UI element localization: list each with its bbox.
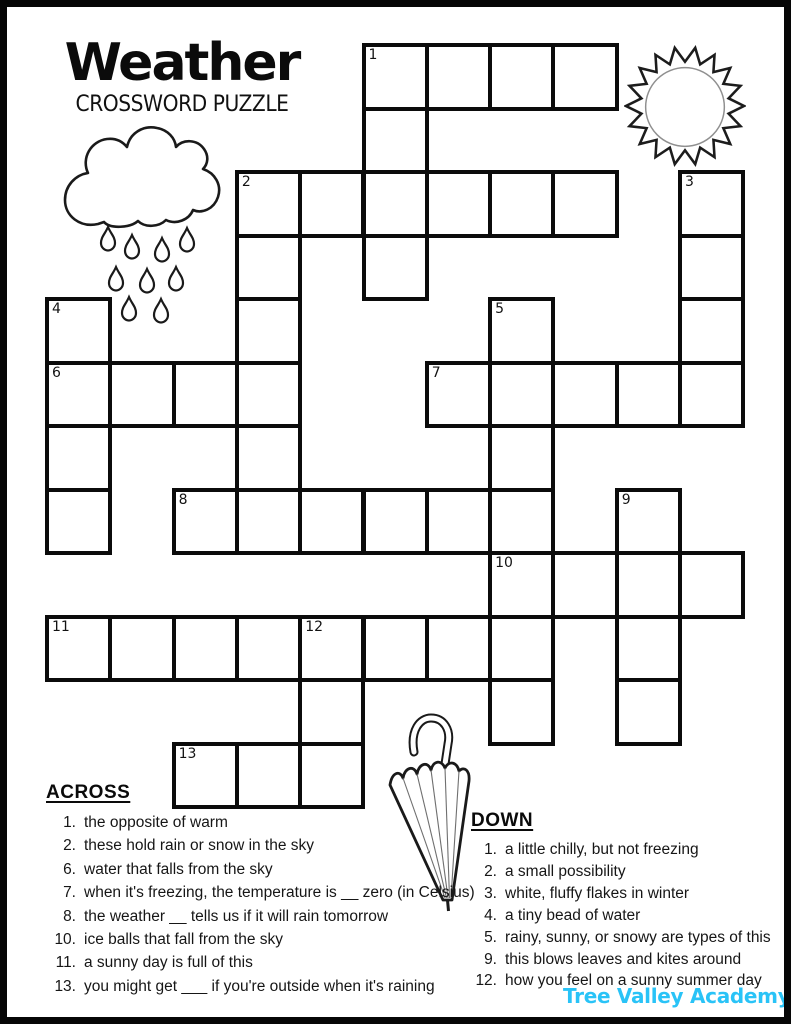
clue-number: 1. — [484, 841, 497, 858]
grid-cell[interactable] — [172, 615, 239, 683]
grid-cell[interactable] — [362, 170, 429, 238]
clue-number: 12. — [475, 972, 497, 990]
grid-cell[interactable] — [235, 424, 302, 492]
clue-item — [471, 839, 781, 861]
clue-number: 2. — [484, 862, 497, 880]
clue-text: the opposite of warm — [84, 814, 228, 831]
grid-cell[interactable] — [108, 615, 175, 683]
clue-item — [471, 883, 781, 905]
grid-cell[interactable] — [488, 297, 555, 365]
grid-cell[interactable] — [235, 297, 302, 365]
grid-cell[interactable] — [362, 107, 429, 175]
grid-cell[interactable] — [235, 615, 302, 683]
clue-text: how you feel on a sunny summer day — [505, 972, 762, 990]
page-subtitle: CROSSWORD PUZZLE — [75, 91, 289, 117]
brand-logo-text: Tree Valley Academy — [563, 984, 791, 1008]
clue-text: you might get ___ if you're outside when it's raining — [84, 977, 435, 995]
grid-cell[interactable] — [235, 234, 302, 302]
clue-number: 3. — [484, 884, 497, 902]
grid-cell-number: 9 — [621, 491, 631, 508]
grid-cell[interactable] — [488, 615, 555, 683]
grid-cell[interactable] — [45, 361, 112, 429]
grid-cell[interactable] — [362, 488, 429, 556]
clue-text: white, fluffy flakes in winter — [505, 884, 690, 902]
clue-number: 7. — [63, 884, 76, 902]
grid-cell-number: 8 — [178, 491, 188, 508]
grid-cell[interactable] — [488, 170, 555, 238]
grid-cell[interactable] — [488, 43, 555, 111]
grid-cell-number: 7 — [431, 364, 441, 381]
grid-cell-number: 3 — [685, 174, 694, 190]
grid-cell[interactable] — [235, 361, 302, 429]
down-heading: DOWN — [471, 810, 534, 831]
grid-cell[interactable] — [678, 361, 745, 429]
grid-cell[interactable] — [298, 678, 365, 746]
grid-cell[interactable] — [172, 488, 239, 556]
grid-cell[interactable] — [425, 488, 492, 556]
clue-number: 4. — [484, 906, 497, 924]
grid-cell[interactable] — [678, 170, 745, 238]
clue-number: 11. — [55, 954, 76, 972]
grid-cell[interactable] — [235, 170, 302, 238]
clue-text: a small possibility — [505, 862, 626, 880]
clue-number: 9. — [484, 950, 497, 968]
grid-cell-number: 1 — [368, 47, 378, 63]
clue-item — [46, 834, 476, 857]
across-clue-list — [46, 811, 476, 998]
grid-cell[interactable] — [362, 234, 429, 302]
clue-number: 8. — [63, 907, 76, 925]
grid-cell[interactable] — [488, 551, 555, 619]
grid-cell[interactable] — [615, 361, 682, 429]
grid-cell[interactable] — [235, 488, 302, 556]
across-clues — [46, 782, 476, 998]
clue-item — [471, 861, 781, 883]
clue-text: a tiny bead of water — [505, 906, 641, 924]
clue-item — [46, 811, 476, 834]
grid-cell[interactable] — [488, 678, 555, 746]
grid-cell[interactable] — [678, 297, 745, 365]
grid-cell[interactable] — [45, 488, 112, 556]
clue-text: the weather __ tells us if it will rain tomorrow — [84, 907, 389, 925]
clue-item — [46, 858, 476, 881]
across-heading: ACROSS — [46, 782, 131, 803]
grid-cell[interactable] — [45, 615, 112, 683]
grid-cell-number: 13 — [178, 745, 197, 762]
grid-cell-number: 2 — [241, 174, 251, 190]
grid-cell-number: 5 — [495, 301, 505, 317]
grid-cell[interactable] — [108, 361, 175, 429]
grid-cell[interactable] — [615, 551, 682, 619]
header — [56, 33, 308, 117]
grid-cell-number: 10 — [495, 555, 513, 571]
grid-cell[interactable] — [425, 615, 492, 683]
grid-cell[interactable] — [488, 361, 555, 429]
grid-cell[interactable] — [362, 43, 429, 111]
grid-cell[interactable] — [172, 361, 239, 429]
down-clue-list — [471, 839, 781, 992]
grid-cell[interactable] — [551, 170, 618, 238]
grid-cell[interactable] — [45, 297, 112, 365]
grid-cell[interactable] — [298, 170, 365, 238]
clue-item — [46, 928, 476, 951]
clue-text: this blows leaves and kites around — [505, 950, 742, 968]
clue-number: 1. — [63, 814, 76, 831]
grid-cell-number: 11 — [52, 618, 70, 635]
grid-cell[interactable] — [488, 424, 555, 492]
clue-text: these hold rain or snow in the sky — [84, 837, 315, 855]
clue-number: 13. — [54, 977, 76, 995]
page-title: Weather — [64, 33, 300, 93]
grid-cell[interactable] — [45, 424, 112, 492]
clue-item — [46, 975, 476, 998]
clue-text: when it's freezing, the temperature is __ zero (in Celsius) — [84, 884, 475, 902]
grid-cell[interactable] — [678, 234, 745, 302]
clue-item — [46, 881, 476, 904]
grid-cell-number: 6 — [52, 364, 61, 381]
grid-cell[interactable] — [488, 488, 555, 556]
sun-icon — [624, 44, 746, 168]
clue-item — [46, 905, 476, 928]
grid-cell[interactable] — [298, 615, 365, 683]
clue-number: 10. — [54, 931, 76, 949]
grid-cell[interactable] — [678, 551, 745, 619]
grid-cell[interactable] — [615, 615, 682, 683]
clue-number: 2. — [63, 837, 76, 855]
clue-text: ice balls that fall from the sky — [84, 931, 283, 949]
grid-cell[interactable] — [298, 488, 365, 556]
clue-number: 5. — [484, 928, 497, 946]
grid-cell[interactable] — [425, 43, 492, 111]
grid-cell[interactable] — [425, 361, 492, 429]
clue-item — [471, 949, 781, 971]
clue-number: 6. — [63, 860, 76, 878]
clue-text: a sunny day is full of this — [84, 954, 253, 972]
grid-cell-number: 12 — [305, 618, 324, 635]
grid-cell-number: 4 — [52, 301, 61, 317]
clue-text: a little chilly, but not freezing — [505, 841, 699, 858]
clue-item — [471, 905, 781, 927]
down-clues — [471, 810, 781, 992]
grid-cell[interactable] — [615, 488, 682, 556]
grid-cell[interactable] — [551, 361, 618, 429]
grid-cell[interactable] — [615, 678, 682, 746]
clue-item — [46, 951, 476, 974]
grid-cell[interactable] — [551, 43, 618, 111]
grid-cell[interactable] — [551, 551, 618, 619]
clue-item — [471, 927, 781, 949]
grid-cell[interactable] — [425, 170, 492, 238]
clue-text: water that falls from the sky — [84, 860, 273, 878]
clue-text: rainy, sunny, or snowy are types of this — [505, 928, 771, 946]
grid-cell[interactable] — [362, 615, 429, 683]
